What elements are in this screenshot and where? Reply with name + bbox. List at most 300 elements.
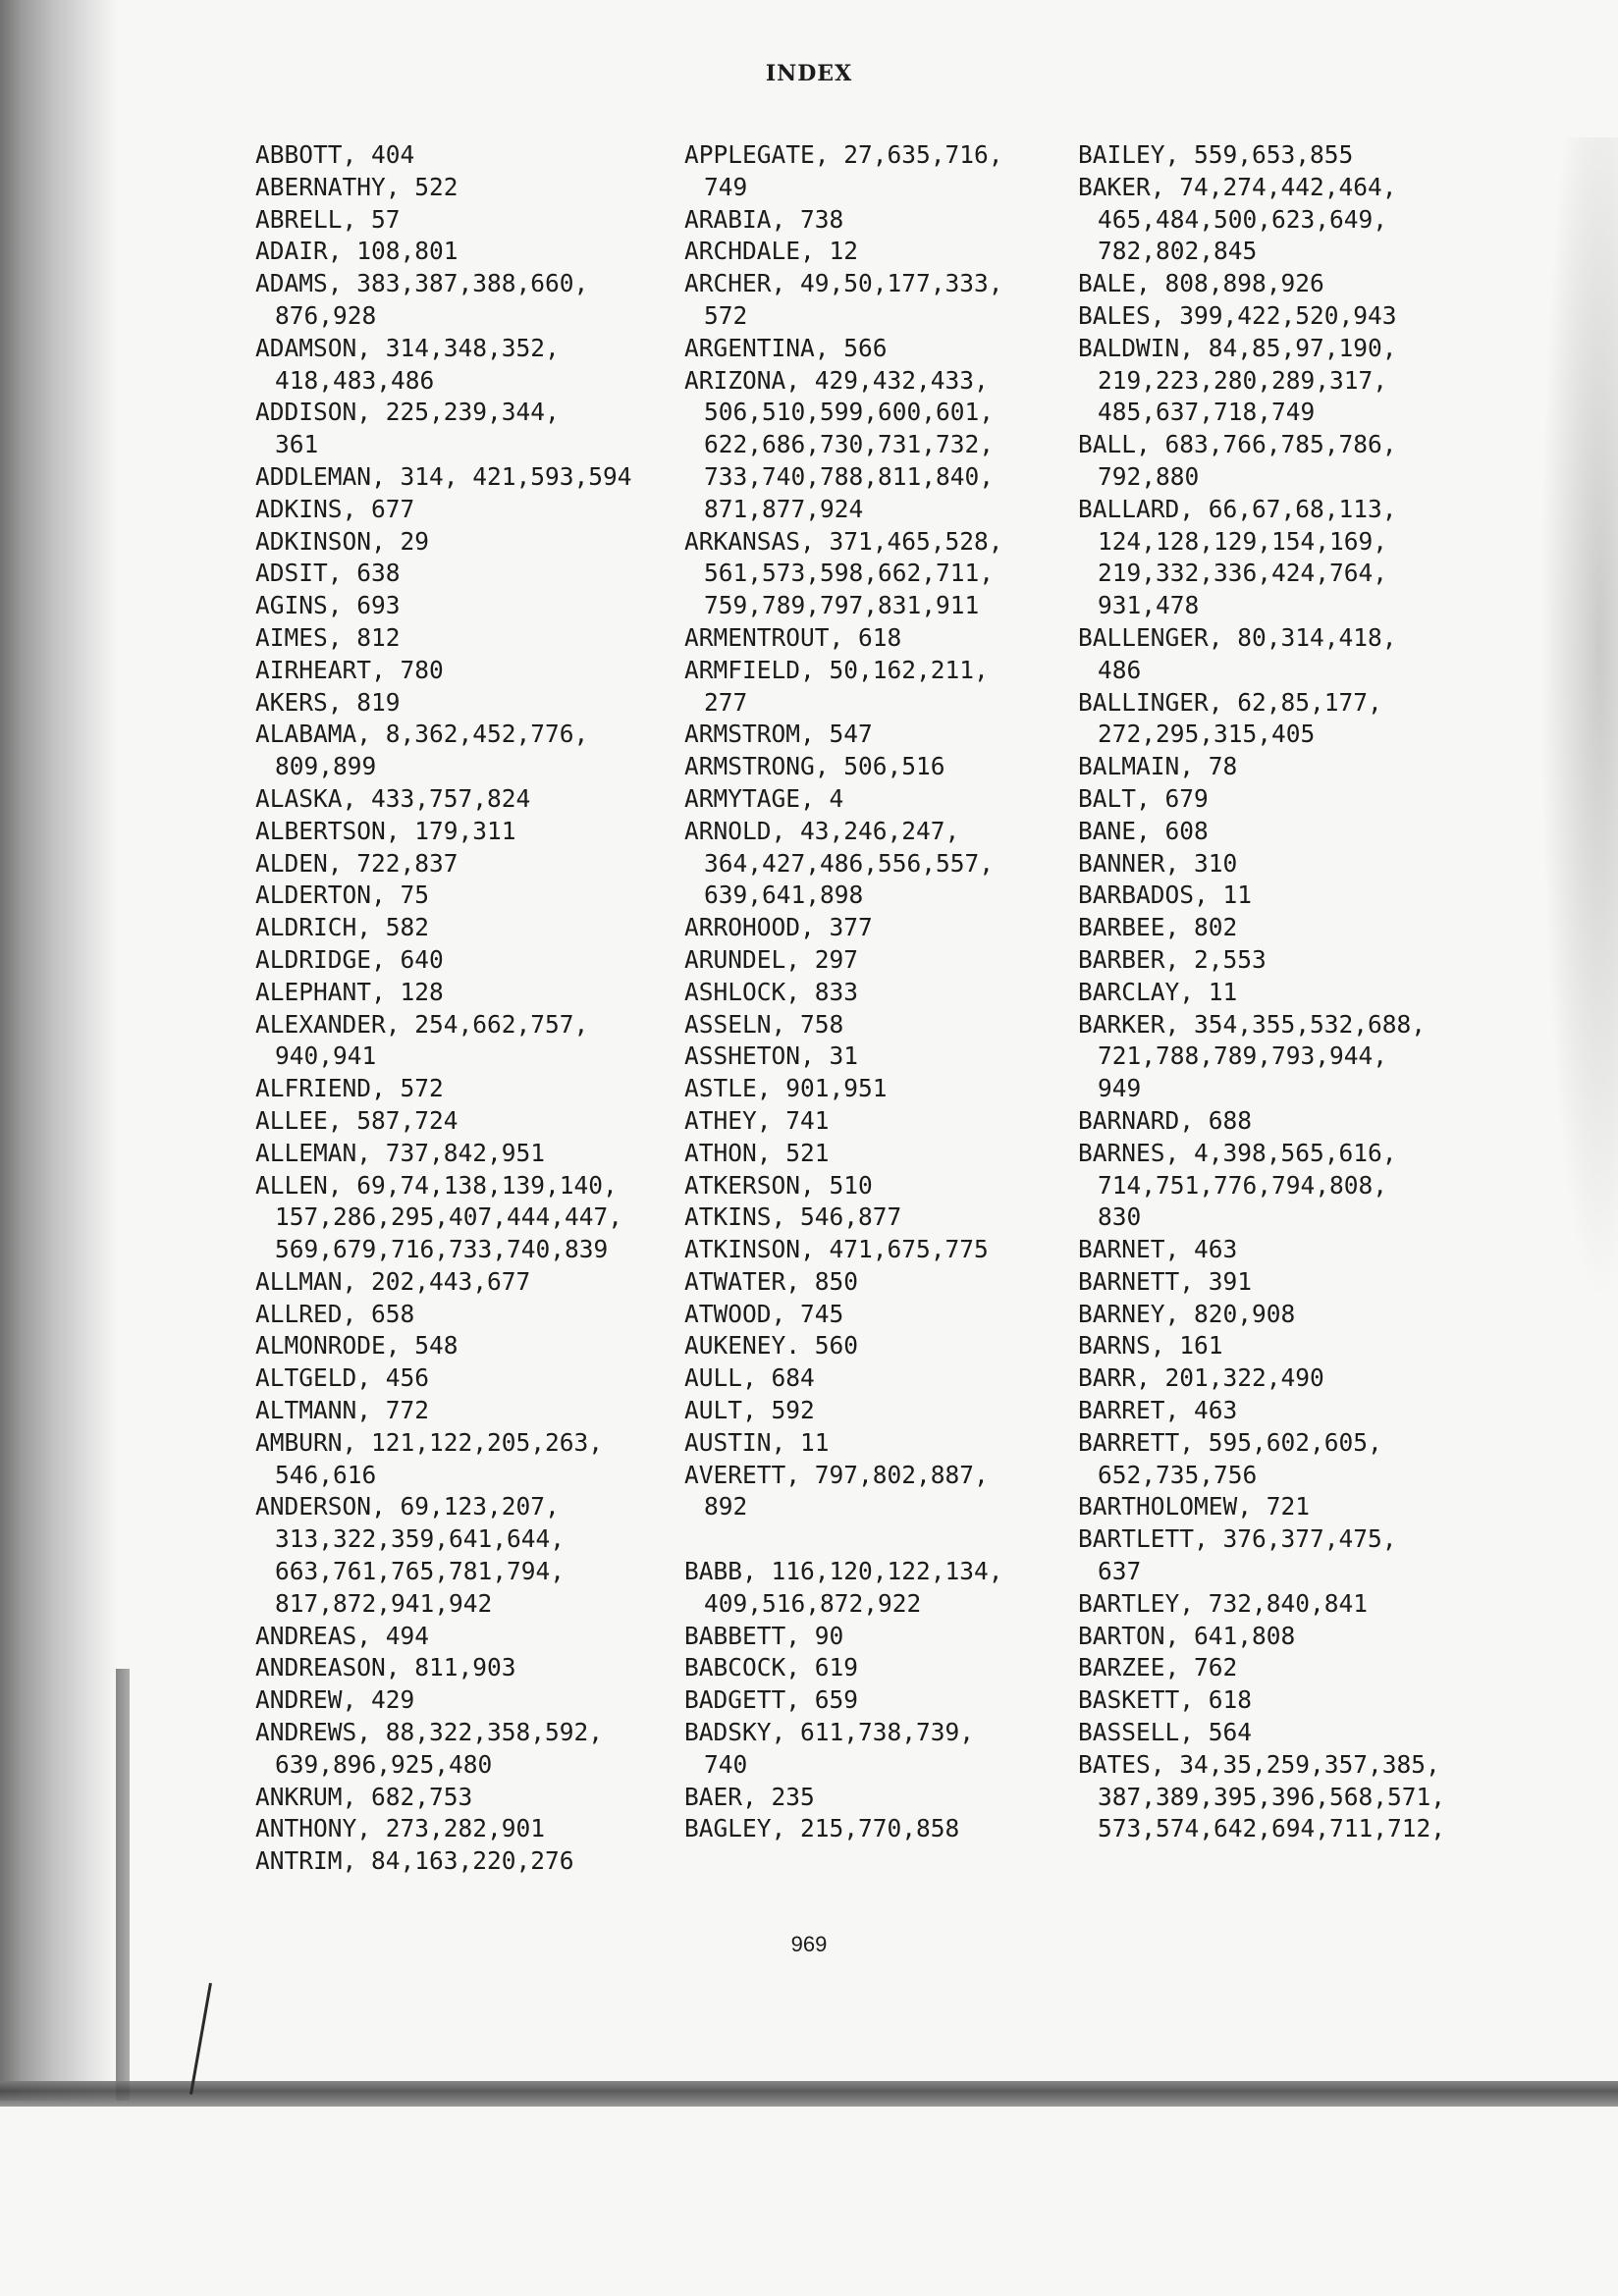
index-entry — [255, 461, 632, 494]
index-entry-pages: 57 — [371, 204, 401, 234]
index-entry-pages: 638 — [356, 559, 401, 588]
index-entry — [255, 139, 632, 172]
index-entry-pages-continued: 277 — [704, 687, 748, 717]
index-entry-first-line — [255, 1074, 444, 1102]
index-entry-first-line — [255, 1814, 545, 1842]
index-entry-name: ADAIR, — [255, 237, 343, 266]
index-entry-name: BAILEY, — [1078, 140, 1180, 169]
index-entry-first-line — [1078, 140, 1353, 169]
index-entry-first-line — [684, 1139, 830, 1167]
index-entry-first-line — [1078, 1685, 1252, 1714]
index-entry-pages: 582 — [385, 913, 430, 942]
index-entry-first-line — [1078, 1428, 1382, 1457]
index-entry-first-line — [1078, 1267, 1252, 1296]
index-entry — [684, 655, 1003, 720]
index-entry-first-line — [684, 140, 1003, 169]
index-entry-first-line — [255, 688, 401, 717]
index-entry-pages: 399,422,520,943 — [1179, 300, 1397, 330]
index-entry-first-line — [1078, 269, 1324, 297]
index-entry-pages: 506,516 — [843, 752, 945, 781]
index-entry — [1078, 268, 1445, 300]
index-entry-first-line — [1078, 1396, 1237, 1424]
index-entry-first-line — [255, 269, 588, 297]
index-entry — [255, 172, 632, 204]
index-entry — [1078, 1523, 1445, 1588]
index-entry-pages-continued: 792,880 — [1098, 461, 1200, 491]
index-entry-name: BANE, — [1078, 816, 1151, 845]
index-entry — [1078, 139, 1445, 172]
index-entry-first-line — [1078, 688, 1382, 717]
index-entry-pages: 463 — [1194, 1235, 1238, 1264]
index-entry-pages: 310 — [1194, 848, 1238, 878]
index-entry-first-line — [255, 237, 458, 265]
index-entry-pages-continued: 387,389,395,396,568,571, — [1098, 1782, 1446, 1811]
index-entry-name: ASSELN, — [684, 1009, 786, 1039]
index-entry-name: ATWOOD, — [684, 1299, 786, 1328]
index-entry-pages: 116,120,122,134, — [771, 1557, 1003, 1586]
index-entry-name: AUSTIN, — [684, 1427, 786, 1457]
index-entry-pages: 737,842,951 — [385, 1138, 546, 1167]
index-entry-pages-continued: 272,295,315,405 — [1098, 720, 1316, 749]
index-entry-name: BARTON, — [1078, 1621, 1180, 1650]
index-entry — [255, 655, 632, 687]
index-entry-name: BARNES, — [1078, 1138, 1180, 1167]
index-entry — [1078, 912, 1445, 944]
index-entry-pages: 121,122,205,263, — [371, 1427, 604, 1457]
index-entry-pages-continued: 931,478 — [1098, 591, 1200, 620]
index-entry-pages: 608 — [1164, 816, 1209, 845]
index-entry-pages: 90 — [814, 1621, 844, 1650]
index-entry — [684, 1041, 1003, 1073]
index-entry-first-line — [255, 1267, 530, 1296]
index-entry-name: ATHEY, — [684, 1105, 772, 1135]
index-entry-name: AVERETT, — [684, 1460, 801, 1489]
index-entry-name: ASSHETON, — [684, 1041, 815, 1071]
index-entry — [255, 333, 632, 398]
index-entry-first-line — [1078, 817, 1209, 845]
index-entry-name: ABBOTT, — [255, 140, 357, 169]
margin-pen-mark — [189, 1983, 212, 2095]
index-entry-pages-continued: 546,616 — [275, 1460, 377, 1489]
index-entry-pages-continued: 637 — [1098, 1557, 1142, 1586]
index-entry — [684, 1717, 1003, 1782]
index-entry — [684, 816, 1003, 912]
index-entry — [1078, 1588, 1445, 1621]
scan-bottom-edge — [0, 2081, 1618, 2107]
index-entry-first-line — [255, 1139, 545, 1167]
index-entry-name: BARNS, — [1078, 1331, 1165, 1361]
index-entry-first-line — [255, 784, 530, 813]
index-entry-pages: 11 — [1222, 881, 1253, 910]
index-entry-name: BALLARD, — [1078, 494, 1195, 523]
index-entry-first-line — [255, 1171, 618, 1200]
index-entry-first-line — [1078, 1300, 1295, 1328]
index-entry-name: BABB, — [684, 1557, 757, 1586]
index-column-3 — [1078, 139, 1445, 1845]
index-entry-first-line — [1078, 913, 1237, 941]
index-entry — [684, 1556, 1003, 1621]
index-entry — [255, 1009, 632, 1074]
index-entry-pages: 11 — [800, 1427, 830, 1457]
index-entry-name: BAGLEY, — [684, 1814, 786, 1843]
index-entry-name: ADKINSON, — [255, 526, 386, 556]
index-entry-pages: 201,322,490 — [1164, 1363, 1324, 1393]
index-entry-name: ARCHER, — [684, 269, 786, 298]
index-entry-first-line — [1078, 945, 1267, 974]
index-entry — [684, 204, 1003, 237]
index-entry — [684, 944, 1003, 977]
index-entry-pages: 50,162,211, — [829, 655, 989, 684]
index-entry-first-line — [684, 1685, 858, 1714]
index-entry-name: BALL, — [1078, 430, 1151, 459]
index-entry-first-line — [1078, 978, 1237, 1006]
index-entry — [1078, 1491, 1445, 1523]
index-entry — [684, 333, 1003, 365]
index-entry — [1078, 783, 1445, 816]
index-entry-name: ADSIT, — [255, 559, 343, 588]
index-entry-first-line — [1078, 881, 1252, 909]
index-entry-pages: 376,377,475, — [1222, 1524, 1397, 1554]
index-entry-first-line — [684, 913, 873, 941]
index-entry-name: BABBETT, — [684, 1621, 801, 1650]
index-entry-name: AULT, — [684, 1396, 757, 1425]
index-entry-pages: 161 — [1179, 1331, 1223, 1361]
index-entry-name: BANNER, — [1078, 848, 1180, 878]
index-entry-pages-continued: 465,484,500,623,649, — [1098, 204, 1388, 234]
index-entry-pages: 677 — [371, 494, 415, 523]
index-entry-name: BALMAIN, — [1078, 752, 1195, 781]
index-entry-name: BARTHOLOMEW, — [1078, 1492, 1253, 1522]
index-entry-pages-continued: 219,332,336,424,764, — [1098, 559, 1388, 588]
index-entry — [255, 1717, 632, 1782]
index-column-2 — [684, 139, 1003, 1845]
index-entry-pages: 43,246,247, — [800, 816, 960, 845]
index-entry-first-line — [684, 945, 858, 974]
index-entry-first-line — [1078, 1235, 1237, 1263]
index-entry-pages: 679 — [1164, 783, 1209, 813]
index-entry-pages: 27,635,716, — [843, 140, 1003, 169]
index-entry-first-line — [255, 495, 414, 523]
index-entry-name: ALLEN, — [255, 1170, 343, 1200]
index-entry-pages: 128 — [400, 977, 444, 1006]
index-entry-name: BARNETT, — [1078, 1266, 1195, 1296]
index-entry-first-line — [684, 1557, 1003, 1585]
index-entry-name: ATKERSON, — [684, 1170, 815, 1200]
index-entry — [255, 1138, 632, 1170]
index-entry-first-line — [255, 881, 429, 909]
index-entry-pages: 640 — [400, 944, 444, 974]
index-entry-first-line — [255, 1396, 429, 1424]
index-entry — [684, 1362, 1003, 1395]
index-entry — [255, 912, 632, 944]
index-entry-name: ADDISON, — [255, 398, 372, 427]
index-entry-first-line — [684, 1461, 989, 1489]
index-entry-name: ARABIA, — [684, 204, 786, 234]
index-entry-name: ASTLE, — [684, 1074, 772, 1103]
index-entry-pages: 108,801 — [356, 237, 458, 266]
index-entry — [1078, 1684, 1445, 1717]
index-entry-name: BARZEE, — [1078, 1653, 1180, 1682]
index-entry-name: BARRETT, — [1078, 1427, 1195, 1457]
index-entry-name: ADAMSON, — [255, 333, 372, 362]
index-entry-pages: 377 — [829, 913, 873, 942]
index-entry-first-line — [684, 269, 1003, 297]
index-entry-pages: 391 — [1208, 1266, 1253, 1296]
index-entry — [1078, 1266, 1445, 1299]
index-entry-first-line — [684, 1106, 830, 1135]
index-entry-first-line — [255, 1622, 429, 1650]
index-entry-first-line — [1078, 1750, 1440, 1779]
index-entry-pages: 179,311 — [414, 816, 516, 845]
index-entry — [255, 1427, 632, 1492]
index-entry — [1078, 1362, 1445, 1395]
index-entry-pages-continued: 749 — [704, 172, 748, 201]
index-entry-name: ANDREAS, — [255, 1621, 372, 1650]
index-entry-pages-continued: 663,761,765,781,794, — [275, 1557, 566, 1586]
index-entry-pages: 641,808 — [1194, 1621, 1296, 1650]
index-entry-pages-continued: 622,686,730,731,732, — [704, 430, 995, 459]
index-entry — [1078, 1749, 1445, 1845]
index-entry-first-line — [1078, 1622, 1295, 1650]
index-entry-name: BASKETT, — [1078, 1685, 1195, 1715]
index-entry-first-line — [1078, 173, 1397, 201]
index-entry-name: BARNARD, — [1078, 1105, 1195, 1135]
index-entry — [684, 1813, 1003, 1845]
index-entry-pages-continued: 892 — [704, 1492, 748, 1522]
index-entry-pages: 8,362,452,776, — [385, 720, 589, 749]
index-entry-pages: 548 — [414, 1331, 458, 1361]
index-entry-name: ANTHONY, — [255, 1814, 372, 1843]
index-entry-first-line — [255, 1685, 414, 1714]
index-entry-pages: 722,837 — [356, 848, 458, 878]
index-entry-pages: 75 — [400, 881, 430, 910]
index-entry-name: BARCLAY, — [1078, 977, 1195, 1006]
index-entry-pages: 494 — [385, 1621, 430, 1650]
index-entry-pages: 4,398,565,616, — [1194, 1138, 1397, 1167]
index-entry-first-line — [1078, 495, 1397, 523]
index-entry-pages: 812 — [356, 622, 401, 652]
index-entry — [1078, 172, 1445, 268]
index-entry — [1078, 1105, 1445, 1138]
index-entry-first-line — [1078, 430, 1397, 458]
index-entry-pages: 11 — [1208, 977, 1238, 1006]
index-entry-pages: 4 — [829, 783, 844, 813]
index-entry-pages: 901,951 — [785, 1074, 888, 1103]
index-entry — [684, 1782, 1003, 1814]
index-entry-first-line — [684, 656, 989, 684]
index-entry — [684, 1460, 1003, 1524]
index-entry — [255, 590, 632, 622]
index-entry — [255, 494, 632, 526]
index-entry-name: ALDEN, — [255, 848, 343, 878]
index-entry — [255, 1395, 632, 1427]
index-entry-first-line — [684, 1363, 815, 1392]
index-entry-name: ADAMS, — [255, 269, 343, 298]
index-entry-first-line — [1078, 1524, 1397, 1553]
index-entry-first-line — [255, 1718, 603, 1746]
index-entry-pages: 62,85,177, — [1237, 687, 1382, 717]
index-entry-pages: 12 — [829, 237, 859, 266]
index-entry-first-line — [255, 720, 588, 748]
index-entry-name: ALFRIEND, — [255, 1074, 386, 1103]
index-entry-name: AMBURN, — [255, 1427, 357, 1457]
index-entry-pages: 587,724 — [356, 1105, 458, 1135]
index-entry-first-line — [1078, 849, 1237, 878]
index-entry-name: ALMONRODE, — [255, 1331, 401, 1361]
index-entry — [684, 1266, 1003, 1299]
index-entry-first-line — [684, 720, 873, 748]
index-entry-pages-continued: 830 — [1098, 1202, 1142, 1232]
index-entry-pages: 34,35,259,357,385, — [1179, 1749, 1440, 1779]
index-entry — [1078, 1330, 1445, 1362]
index-entry-first-line — [684, 1300, 843, 1328]
index-entry-pages-continued: 361 — [275, 430, 319, 459]
index-entry — [255, 1330, 632, 1362]
index-entry — [1078, 816, 1445, 848]
index-entry — [255, 1299, 632, 1331]
index-entry-first-line — [684, 752, 945, 780]
index-entry-pages-continued: 652,735,756 — [1098, 1460, 1258, 1489]
index-entry-pages: 471,675,775 — [829, 1235, 989, 1264]
index-entry-first-line — [1078, 1653, 1237, 1682]
index-entry-first-line — [684, 237, 858, 265]
index-entry — [1078, 1299, 1445, 1331]
index-entry — [255, 622, 632, 655]
index-entry-pages: 29 — [400, 526, 430, 556]
index-entry-name: ARIZONA, — [684, 365, 801, 395]
index-entry-pages: 559,653,855 — [1194, 140, 1354, 169]
index-entry-name: AIRHEART, — [255, 655, 386, 684]
index-entry-first-line — [1078, 301, 1397, 330]
index-entry — [684, 365, 1003, 526]
index-entry-name: BALT, — [1078, 783, 1151, 813]
index-entry-pages-continued: 486 — [1098, 655, 1142, 684]
index-entry-name: ALLRED, — [255, 1299, 357, 1328]
index-entry — [1078, 848, 1445, 881]
index-entry — [1078, 494, 1445, 622]
index-entry-first-line — [255, 205, 401, 234]
index-entry — [255, 880, 632, 912]
index-entry — [255, 783, 632, 816]
index-entry-pages: 522 — [414, 172, 458, 201]
index-entry-name: ADDLEMAN, — [255, 461, 386, 491]
page-number: 969 — [790, 1932, 828, 1956]
index-entry — [684, 1073, 1003, 1105]
index-entry-first-line — [1078, 1139, 1397, 1167]
index-entry-first-line — [684, 1428, 830, 1457]
index-entry-pages-continued: 733,740,788,811,840, — [704, 461, 995, 491]
index-entry-name: BARNET, — [1078, 1235, 1180, 1264]
index-entry-pages-continued: 876,928 — [275, 300, 377, 330]
index-entry-name: ALBERTSON, — [255, 816, 401, 845]
index-entry-pages: 745 — [800, 1299, 844, 1328]
index-entry-name: AULL, — [684, 1363, 757, 1393]
index-entry-name: BARBEE, — [1078, 913, 1180, 942]
index-entry-first-line — [255, 817, 516, 845]
index-entry-name: ALEXANDER, — [255, 1009, 401, 1039]
index-entry — [1078, 1395, 1445, 1427]
index-entry-pages-continued: 809,899 — [275, 752, 377, 781]
index-entry-pages: 546,877 — [800, 1202, 902, 1232]
index-entry-pages-continued: 639,896,925,480 — [275, 1749, 493, 1779]
index-entry-pages: 371,465,528, — [829, 526, 1003, 556]
index-entry-pages: 618 — [858, 622, 902, 652]
index-entry-pages-continued: 124,128,129,154,169, — [1098, 526, 1388, 556]
index-entry — [1078, 1621, 1445, 1653]
index-entry-name: BARTLEY, — [1078, 1588, 1195, 1618]
index-entry-first-line — [684, 205, 843, 234]
index-entry-pages: 808,898,926 — [1164, 269, 1324, 298]
index-entry-pages: 693 — [356, 591, 401, 620]
index-entry — [684, 1234, 1003, 1266]
index-entry-name: ARUNDEL, — [684, 944, 801, 974]
index-entry — [1078, 944, 1445, 977]
index-entry-pages: 819 — [356, 687, 401, 717]
index-entry-pages: 215,770,858 — [800, 1814, 960, 1843]
index-entry-pages-continued: 871,877,924 — [704, 494, 864, 523]
index-entry-pages: 758 — [800, 1009, 844, 1039]
page-title: INDEX — [765, 61, 853, 86]
index-entry — [1078, 1717, 1445, 1749]
index-entry — [684, 1427, 1003, 1460]
index-entry-pages: 762 — [1194, 1653, 1238, 1682]
index-entry-pages: 833 — [814, 977, 859, 1006]
index-entry-first-line — [255, 1653, 516, 1682]
index-entry — [255, 526, 632, 559]
index-entry — [684, 751, 1003, 783]
index-entry-name: ANDERSON, — [255, 1492, 386, 1522]
index-entry-name: ALTGELD, — [255, 1363, 372, 1393]
index-entry-name: AGINS, — [255, 591, 343, 620]
index-entry — [684, 236, 1003, 268]
index-entry-pages: 682,753 — [371, 1782, 473, 1811]
index-entry-first-line — [684, 1396, 815, 1424]
index-entry-pages-continued: 313,322,359,641,644, — [275, 1524, 566, 1554]
index-entry-pages: 404 — [371, 140, 415, 169]
index-entry — [1078, 1652, 1445, 1684]
index-entry-pages: 510 — [829, 1170, 873, 1200]
index-entry-first-line — [255, 913, 429, 941]
index-entry-name: BALLENGER, — [1078, 622, 1223, 652]
index-entry-name: BARKER, — [1078, 1009, 1180, 1039]
index-entry — [684, 1621, 1003, 1653]
index-entry-name: ALASKA, — [255, 783, 357, 813]
index-entry — [684, 1009, 1003, 1041]
index-entry-first-line — [255, 398, 560, 426]
index-entry-first-line — [255, 559, 401, 587]
index-entry-pages-continued: 219,223,280,289,317, — [1098, 365, 1388, 395]
index-entry — [684, 1299, 1003, 1331]
index-entry-first-line — [255, 1300, 414, 1328]
index-entry-first-line — [255, 656, 444, 684]
index-entry — [255, 848, 632, 881]
index-entry-name: ARKANSAS, — [684, 526, 815, 556]
index-entry-pages: 254,662,757, — [414, 1009, 589, 1039]
index-entry-name: BALLINGER, — [1078, 687, 1223, 717]
index-entry-name: ALLEE, — [255, 1105, 343, 1135]
index-entry-pages: 2,553 — [1194, 944, 1267, 974]
index-entry-pages: 659 — [814, 1685, 859, 1715]
index-entry-name: AIMES, — [255, 622, 343, 652]
index-entry-name: BARBER, — [1078, 944, 1180, 974]
index-entry-name: APPLEGATE, — [684, 140, 830, 169]
index-entry-first-line — [255, 1492, 560, 1521]
index-entry-name: BATES, — [1078, 1749, 1165, 1779]
index-entry-name: ALLMAN, — [255, 1266, 357, 1296]
index-entry-first-line — [684, 1235, 989, 1263]
index-entry-pages: 741 — [785, 1105, 830, 1135]
index-entry-pages-continued: 157,286,295,407,444,447, — [275, 1202, 623, 1232]
